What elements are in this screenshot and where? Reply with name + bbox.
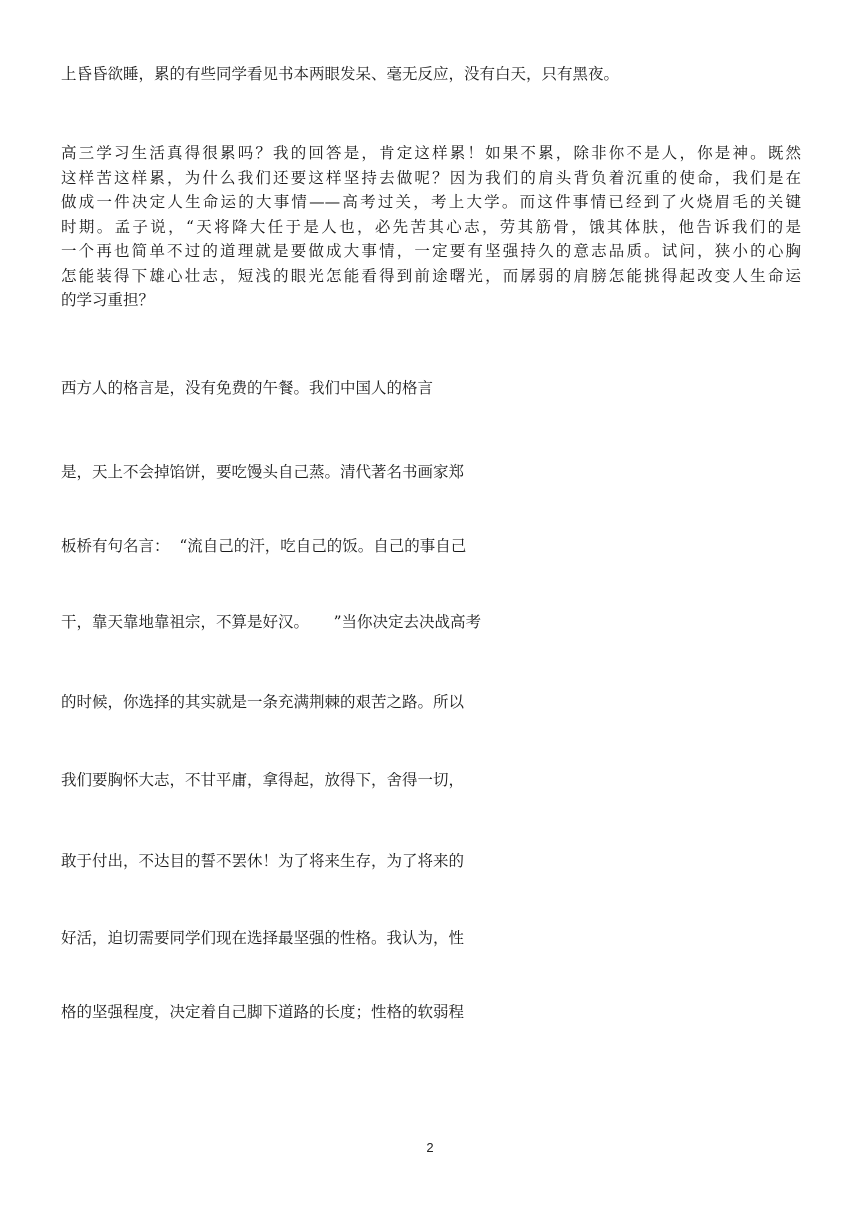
paragraph-line: 格的坚强程度，决定着自己脚下道路的长度；性格的软弱程 — [61, 1003, 465, 1021]
paragraph-line: 高三学习生活真得很累吗？我的回答是，肯定这样累！如果不累，除非你不是人，你是神。既然 — [61, 144, 801, 162]
paragraph-line: 西方人的格言是，没有免费的午餐。我们中国人的格言 — [61, 379, 434, 397]
paragraph-line: 敢于付出，不达目的誓不罢休！为了将来生存，为了将来的 — [61, 852, 465, 870]
paragraph-line: 好活，迫切需要同学们现在选择最坚强的性格。我认为，性 — [61, 929, 465, 947]
paragraph-line: 我们要胸怀大志，不甘平庸，拿得起，放得下，舍得一切， — [61, 771, 465, 789]
paragraph-line: 做成一件决定人生命运的大事情——高考过关，考上大学。而这件事情已经到了火烧眉毛的关键 — [61, 193, 801, 211]
paragraph-line: 怎能装得下雄心壮志，短浅的眼光怎能看得到前途曙光，而孱弱的肩膀怎能挑得起改变人生命运 — [61, 266, 801, 285]
paragraph-line: 的学习重担？ — [61, 291, 155, 309]
page-number: 2 — [426, 1140, 434, 1155]
paragraph-line: 时期。孟子说，“天将降大任于是人也，必先苦其心志，劳其筋骨，饿其体肤，他告诉我们的是 — [61, 217, 801, 236]
paragraph-line: 一个再也简单不过的道理就是要做成大事情，一定要有坚强持久的意志品质。试问，狭小的心胸 — [61, 242, 801, 260]
paragraph-line: 板桥有句名言： “流自己的汗，吃自己的饭。自己的事自己 — [61, 537, 467, 555]
paragraph-gaokao-hardship — [61, 141, 801, 313]
paragraph-line: 是，天上不会掉馅饼，要吃馒头自己蒸。清代著名书画家郑 — [61, 463, 465, 481]
paragraph-continuation-line: 上昏昏欲睡，累的有些同学看见书本两眼发呆、毫无反应，没有白天，只有黑夜。 — [61, 65, 620, 83]
paragraph-line: 干，靠天靠地靠祖宗，不算是好汉。 ”当你决定去决战高考 — [61, 613, 482, 631]
paragraph-line: 这样苦这样累，为什么我们还要这样坚持去做呢？因为我们的肩头背负着沉重的使命，我们是在 — [61, 168, 801, 187]
paragraph-line: 的时候，你选择的其实就是一条充满荆棘的艰苦之路。所以 — [61, 693, 465, 711]
